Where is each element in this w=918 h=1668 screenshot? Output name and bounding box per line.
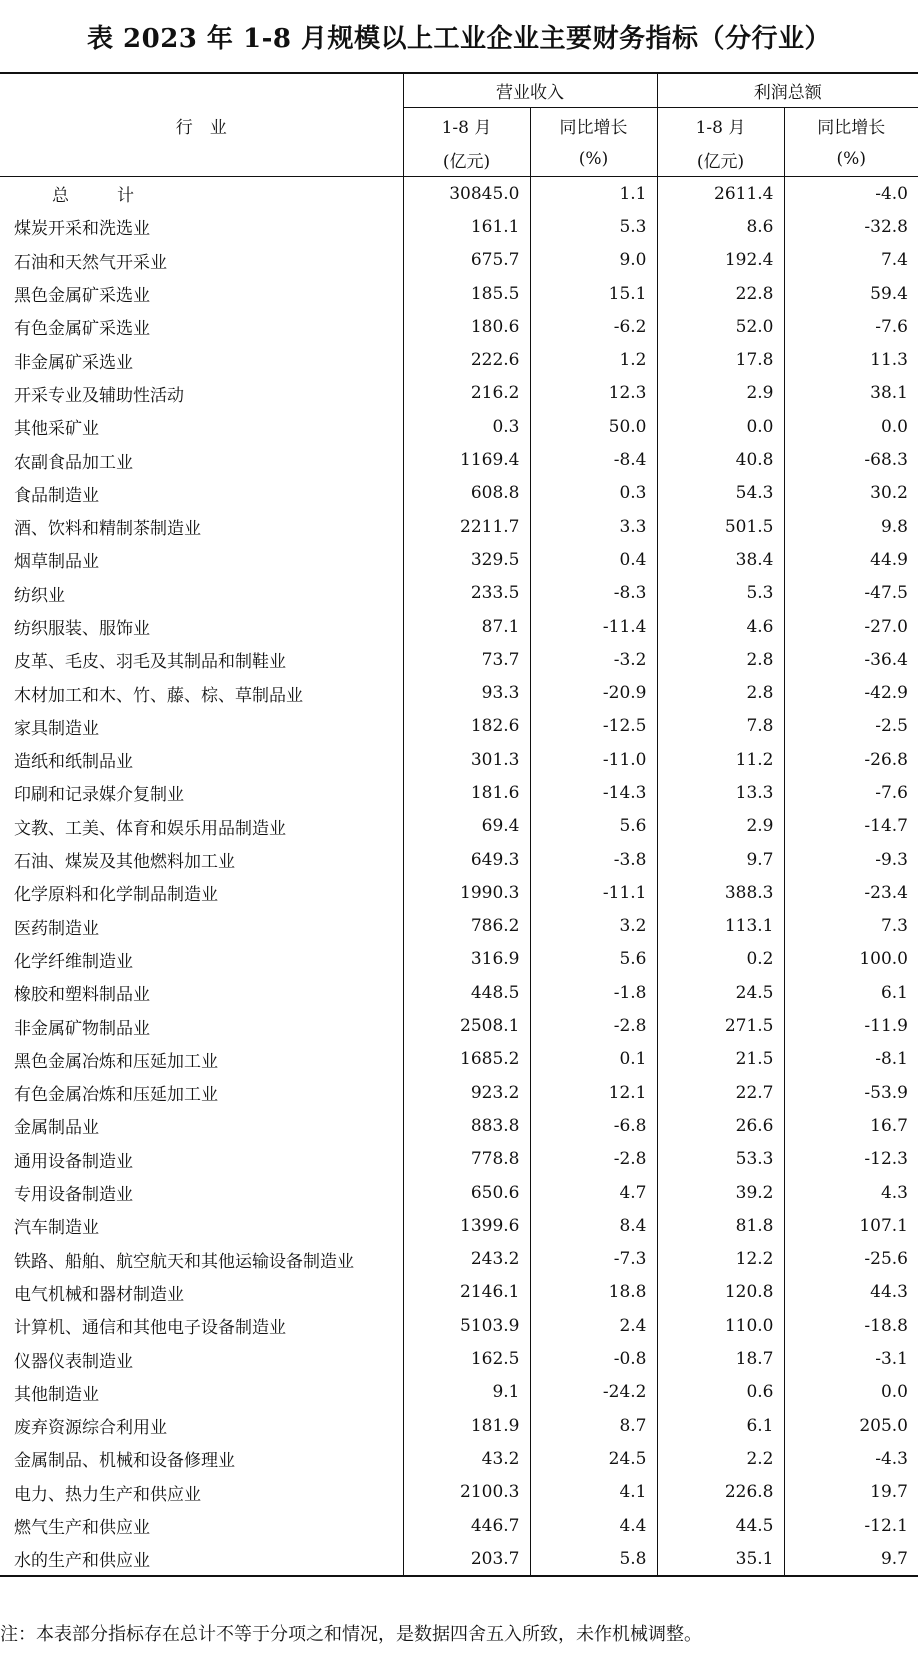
profit: 0.6 — [657, 1376, 784, 1409]
profit: 0.0 — [657, 410, 784, 443]
profit-growth: 11.3 — [784, 343, 918, 376]
industry-name: 化学原料和化学制品制造业 — [14, 885, 218, 906]
profit-growth: 205.0 — [784, 1409, 918, 1442]
industry-name: 金属制品业 — [14, 1118, 99, 1139]
header-revenue-growth-unit: (%) — [530, 142, 657, 177]
table-row — [0, 976, 918, 1009]
industry-name: 开采专业及辅助性活动 — [14, 385, 184, 406]
revenue: 1990.3 — [403, 876, 530, 909]
industry-name: 燃气生产和供应业 — [14, 1518, 150, 1539]
industry-name: 有色金属矿采选业 — [14, 319, 150, 340]
profit-growth: -18.8 — [784, 1309, 918, 1342]
profit-growth: 0.0 — [784, 1376, 918, 1409]
industry-name: 造纸和纸制品业 — [14, 752, 133, 773]
table-row — [0, 443, 918, 476]
profit: 271.5 — [657, 1009, 784, 1042]
profit-growth: -14.7 — [784, 810, 918, 843]
table-row — [0, 510, 918, 543]
revenue: 1399.6 — [403, 1209, 530, 1242]
industry-name: 食品制造业 — [14, 485, 99, 506]
table-row — [0, 1276, 918, 1309]
header-profit-growth: 同比增长 — [784, 108, 918, 143]
revenue-growth: 50.0 — [530, 410, 657, 443]
revenue-growth: -3.2 — [530, 643, 657, 676]
revenue-growth: -11.0 — [530, 743, 657, 776]
profit-growth: 9.8 — [784, 510, 918, 543]
table-row — [0, 776, 918, 809]
revenue: 446.7 — [403, 1509, 530, 1542]
revenue: 2211.7 — [403, 510, 530, 543]
profit: 54.3 — [657, 477, 784, 510]
industry-name: 医药制造业 — [14, 918, 99, 939]
header-industry: 行 业 — [0, 73, 403, 177]
profit: 13.3 — [657, 776, 784, 809]
profit: 22.7 — [657, 1076, 784, 1109]
industry-name: 其他采矿业 — [14, 419, 99, 440]
industry-name: 橡胶和塑料制品业 — [14, 985, 150, 1006]
profit: 38.4 — [657, 543, 784, 576]
header-revenue-growth: 同比增长 — [530, 108, 657, 143]
revenue-growth: 8.4 — [530, 1209, 657, 1242]
revenue: 649.3 — [403, 843, 530, 876]
revenue: 243.2 — [403, 1243, 530, 1276]
industry-name: 石油、煤炭及其他燃料加工业 — [14, 852, 235, 873]
revenue-growth: 1.2 — [530, 343, 657, 376]
table-row — [0, 377, 918, 410]
table-row — [0, 1342, 918, 1375]
profit-growth: -53.9 — [784, 1076, 918, 1109]
profit: 11.2 — [657, 743, 784, 776]
table-body — [0, 177, 918, 1577]
profit-growth: 9.7 — [784, 1542, 918, 1576]
profit: 2.8 — [657, 643, 784, 676]
profit: 12.2 — [657, 1243, 784, 1276]
profit-growth: 59.4 — [784, 277, 918, 310]
revenue-growth: 0.4 — [530, 543, 657, 576]
industry-name: 非金属矿采选业 — [14, 352, 133, 373]
total-profit: 2611.4 — [657, 177, 784, 211]
industry-name: 皮革、毛皮、羽毛及其制品和制鞋业 — [14, 652, 286, 673]
revenue-growth: 5.6 — [530, 810, 657, 843]
table-row — [0, 1409, 918, 1442]
table-row — [0, 310, 918, 343]
revenue: 93.3 — [403, 676, 530, 709]
financial-indicators-table — [0, 72, 918, 1577]
revenue-growth: -8.4 — [530, 443, 657, 476]
revenue: 5103.9 — [403, 1309, 530, 1342]
profit: 2.9 — [657, 810, 784, 843]
revenue-growth: 24.5 — [530, 1442, 657, 1475]
profit-growth: -32.8 — [784, 210, 918, 243]
footnote: 注：本表部分指标存在总计不等于分项之和情况，是数据四舍五入所致，未作机械调整。 — [0, 1624, 702, 1645]
profit: 113.1 — [657, 910, 784, 943]
revenue-growth: 15.1 — [530, 277, 657, 310]
revenue: 181.9 — [403, 1409, 530, 1442]
revenue: 1169.4 — [403, 443, 530, 476]
industry-name: 酒、饮料和精制茶制造业 — [14, 519, 201, 540]
profit-growth: 4.3 — [784, 1176, 918, 1209]
profit: 8.6 — [657, 210, 784, 243]
profit-growth: 100.0 — [784, 943, 918, 976]
industry-name: 电气机械和器材制造业 — [14, 1284, 184, 1305]
industry-name: 家具制造业 — [14, 718, 99, 739]
revenue-growth: -8.3 — [530, 577, 657, 610]
industry-name: 纺织服装、服饰业 — [14, 619, 150, 639]
revenue-growth: -6.2 — [530, 310, 657, 343]
total-label: 总 计 — [52, 186, 134, 207]
revenue-growth: -7.3 — [530, 1243, 657, 1276]
revenue-growth: 9.0 — [530, 244, 657, 277]
profit: 2.8 — [657, 676, 784, 709]
revenue-growth: 12.3 — [530, 377, 657, 410]
profit-growth: -11.9 — [784, 1009, 918, 1042]
revenue-growth: 0.1 — [530, 1043, 657, 1076]
revenue-growth: -2.8 — [530, 1143, 657, 1176]
revenue: 448.5 — [403, 976, 530, 1009]
profit-growth: -42.9 — [784, 676, 918, 709]
profit: 192.4 — [657, 244, 784, 277]
revenue: 43.2 — [403, 1442, 530, 1475]
revenue: 2146.1 — [403, 1276, 530, 1309]
industry-name: 汽车制造业 — [14, 1218, 99, 1239]
header-revenue-period: 1-8 月 — [403, 108, 530, 143]
revenue-growth: -24.2 — [530, 1376, 657, 1409]
profit: 24.5 — [657, 976, 784, 1009]
revenue: 222.6 — [403, 343, 530, 376]
profit-growth: -12.3 — [784, 1143, 918, 1176]
profit: 7.8 — [657, 710, 784, 743]
industry-name: 其他制造业 — [14, 1384, 99, 1405]
profit: 40.8 — [657, 443, 784, 476]
industry-name: 印刷和记录媒介复制业 — [14, 785, 184, 806]
profit: 9.7 — [657, 843, 784, 876]
table-row — [0, 1043, 918, 1076]
table-row — [0, 743, 918, 776]
revenue: 180.6 — [403, 310, 530, 343]
table-row-total — [0, 177, 918, 211]
industry-name: 水的生产和供应业 — [0, 1542, 403, 1576]
industry-name: 石油和天然气开采业 — [14, 252, 167, 273]
revenue: 87.1 — [403, 610, 530, 643]
table-row — [0, 1542, 918, 1576]
profit-growth: -23.4 — [784, 876, 918, 909]
profit-growth: 30.2 — [784, 477, 918, 510]
revenue-growth: -20.9 — [530, 676, 657, 709]
profit-growth: -2.5 — [784, 710, 918, 743]
table-row — [0, 1009, 918, 1042]
profit-growth: -3.1 — [784, 1342, 918, 1375]
header-profit: 利润总额 — [657, 73, 918, 108]
industry-name: 金属制品、机械和设备修理业 — [14, 1451, 235, 1472]
profit-growth: 16.7 — [784, 1109, 918, 1142]
revenue: 1685.2 — [403, 1043, 530, 1076]
industry-name: 铁路、船舶、航空航天和其他运输设备制造业 — [14, 1251, 354, 1272]
profit-growth: 7.4 — [784, 244, 918, 277]
profit: 21.5 — [657, 1043, 784, 1076]
profit-growth: -7.6 — [784, 776, 918, 809]
header-profit-growth-unit: (%) — [784, 142, 918, 177]
revenue-growth: 3.2 — [530, 910, 657, 943]
table-row — [0, 543, 918, 576]
revenue: 329.5 — [403, 543, 530, 576]
revenue: 203.7 — [403, 1542, 530, 1576]
revenue-growth: -11.4 — [530, 610, 657, 643]
profit: 120.8 — [657, 1276, 784, 1309]
industry-name: 农副食品加工业 — [14, 452, 133, 473]
revenue-growth: 4.1 — [530, 1476, 657, 1509]
profit-growth: 7.3 — [784, 910, 918, 943]
industry-name: 烟草制品业 — [14, 552, 99, 573]
revenue: 73.7 — [403, 643, 530, 676]
table-row — [0, 1243, 918, 1276]
revenue: 883.8 — [403, 1109, 530, 1142]
profit-growth: 0.0 — [784, 410, 918, 443]
profit-growth: -25.6 — [784, 1243, 918, 1276]
table-row — [0, 477, 918, 510]
revenue: 162.5 — [403, 1342, 530, 1375]
revenue-growth: 5.8 — [530, 1542, 657, 1576]
industry-name: 电力、热力生产和供应业 — [14, 1484, 201, 1505]
profit-growth: -27.0 — [784, 610, 918, 643]
revenue-growth: 18.8 — [530, 1276, 657, 1309]
table-row — [0, 943, 918, 976]
table-row — [0, 610, 918, 643]
revenue-growth: 8.7 — [530, 1409, 657, 1442]
profit: 18.7 — [657, 1342, 784, 1375]
table-row — [0, 876, 918, 909]
header-profit-period: 1-8 月 — [657, 108, 784, 143]
revenue-growth: -11.1 — [530, 876, 657, 909]
revenue: 786.2 — [403, 910, 530, 943]
table-title: 表 2023 年 1-8 月规模以上工业企业主要财务指标（分行业） — [86, 24, 832, 54]
profit-growth: 107.1 — [784, 1209, 918, 1242]
profit-growth: -47.5 — [784, 577, 918, 610]
industry-name: 纺织业 — [14, 585, 65, 606]
table-row — [0, 1476, 918, 1509]
industry-name: 专用设备制造业 — [14, 1185, 133, 1206]
profit: 5.3 — [657, 577, 784, 610]
industry-name: 文教、工美、体育和娱乐用品制造业 — [14, 818, 286, 839]
revenue-growth: 4.7 — [530, 1176, 657, 1209]
profit-growth: 44.9 — [784, 543, 918, 576]
revenue-growth: 4.4 — [530, 1509, 657, 1542]
profit: 39.2 — [657, 1176, 784, 1209]
table-row — [0, 244, 918, 277]
revenue: 161.1 — [403, 210, 530, 243]
industry-name: 黑色金属矿采选业 — [14, 286, 150, 307]
profit: 81.8 — [657, 1209, 784, 1242]
profit: 22.8 — [657, 277, 784, 310]
header-revenue: 营业收入 — [403, 73, 657, 108]
profit: 0.2 — [657, 943, 784, 976]
total-profit-growth: -4.0 — [784, 177, 918, 211]
industry-name: 通用设备制造业 — [14, 1151, 133, 1172]
revenue: 9.1 — [403, 1376, 530, 1409]
revenue: 301.3 — [403, 743, 530, 776]
profit: 17.8 — [657, 343, 784, 376]
industry-name: 计算机、通信和其他电子设备制造业 — [14, 1318, 286, 1339]
table-row — [0, 1376, 918, 1409]
profit-growth: -12.1 — [784, 1509, 918, 1542]
revenue: 675.7 — [403, 244, 530, 277]
revenue-growth: -6.8 — [530, 1109, 657, 1142]
profit: 4.6 — [657, 610, 784, 643]
revenue-growth: 5.6 — [530, 943, 657, 976]
table-row — [0, 1143, 918, 1176]
revenue: 69.4 — [403, 810, 530, 843]
revenue-growth: -1.8 — [530, 976, 657, 1009]
table-row — [0, 1176, 918, 1209]
profit: 110.0 — [657, 1309, 784, 1342]
profit-growth: -7.6 — [784, 310, 918, 343]
table-row — [0, 1442, 918, 1475]
revenue-growth: -3.8 — [530, 843, 657, 876]
revenue: 650.6 — [403, 1176, 530, 1209]
table-row — [0, 210, 918, 243]
revenue: 608.8 — [403, 477, 530, 510]
table-row — [0, 1509, 918, 1542]
revenue: 2508.1 — [403, 1009, 530, 1042]
industry-name: 化学纤维制造业 — [14, 951, 133, 972]
profit: 26.6 — [657, 1109, 784, 1142]
profit: 44.5 — [657, 1509, 784, 1542]
profit: 2.9 — [657, 377, 784, 410]
profit-growth: -68.3 — [784, 443, 918, 476]
table-row — [0, 843, 918, 876]
profit: 2.2 — [657, 1442, 784, 1475]
revenue: 2100.3 — [403, 1476, 530, 1509]
profit: 226.8 — [657, 1476, 784, 1509]
table-header — [0, 73, 918, 177]
industry-name: 黑色金属冶炼和压延加工业 — [14, 1051, 218, 1072]
revenue-growth: 3.3 — [530, 510, 657, 543]
revenue: 181.6 — [403, 776, 530, 809]
total-revenue: 30845.0 — [403, 177, 530, 211]
revenue-growth: -12.5 — [530, 710, 657, 743]
revenue: 316.9 — [403, 943, 530, 976]
table-row — [0, 277, 918, 310]
header-profit-unit: (亿元) — [657, 142, 784, 177]
profit-growth: 6.1 — [784, 976, 918, 1009]
industry-name: 仪器仪表制造业 — [14, 1351, 133, 1372]
revenue: 185.5 — [403, 277, 530, 310]
table-row — [0, 1209, 918, 1242]
profit: 501.5 — [657, 510, 784, 543]
industry-name: 废弃资源综合利用业 — [14, 1418, 167, 1439]
revenue-growth: -2.8 — [530, 1009, 657, 1042]
table-row — [0, 343, 918, 376]
profit-growth: -8.1 — [784, 1043, 918, 1076]
revenue: 233.5 — [403, 577, 530, 610]
table-row — [0, 810, 918, 843]
revenue-growth: 2.4 — [530, 1309, 657, 1342]
profit: 52.0 — [657, 310, 784, 343]
industry-name: 木材加工和木、竹、藤、棕、草制品业 — [14, 685, 303, 706]
revenue-growth: -14.3 — [530, 776, 657, 809]
total-revenue-growth: 1.1 — [530, 177, 657, 211]
industry-name: 有色金属冶炼和压延加工业 — [14, 1085, 218, 1106]
table-row — [0, 410, 918, 443]
profit: 53.3 — [657, 1143, 784, 1176]
revenue: 182.6 — [403, 710, 530, 743]
table-row — [0, 1109, 918, 1142]
industry-name: 煤炭开采和洗选业 — [14, 219, 150, 240]
table-row — [0, 710, 918, 743]
revenue: 778.8 — [403, 1143, 530, 1176]
revenue-growth: 5.3 — [530, 210, 657, 243]
profit-growth: 19.7 — [784, 1476, 918, 1509]
profit: 35.1 — [657, 1542, 784, 1576]
table-row — [0, 676, 918, 709]
profit-growth: -26.8 — [784, 743, 918, 776]
profit-growth: -36.4 — [784, 643, 918, 676]
table-row — [0, 1309, 918, 1342]
revenue: 216.2 — [403, 377, 530, 410]
table-row — [0, 577, 918, 610]
profit: 388.3 — [657, 876, 784, 909]
profit-growth: -4.3 — [784, 1442, 918, 1475]
profit: 6.1 — [657, 1409, 784, 1442]
header-revenue-unit: (亿元) — [403, 142, 530, 177]
profit-growth: 44.3 — [784, 1276, 918, 1309]
revenue-growth: 12.1 — [530, 1076, 657, 1109]
revenue-growth: 0.3 — [530, 477, 657, 510]
revenue: 923.2 — [403, 1076, 530, 1109]
profit-growth: 38.1 — [784, 377, 918, 410]
revenue: 0.3 — [403, 410, 530, 443]
table-row — [0, 643, 918, 676]
profit-growth: -9.3 — [784, 843, 918, 876]
industry-name: 非金属矿物制品业 — [14, 1018, 150, 1039]
table-row — [0, 910, 918, 943]
table-row — [0, 1076, 918, 1109]
revenue-growth: -0.8 — [530, 1342, 657, 1375]
